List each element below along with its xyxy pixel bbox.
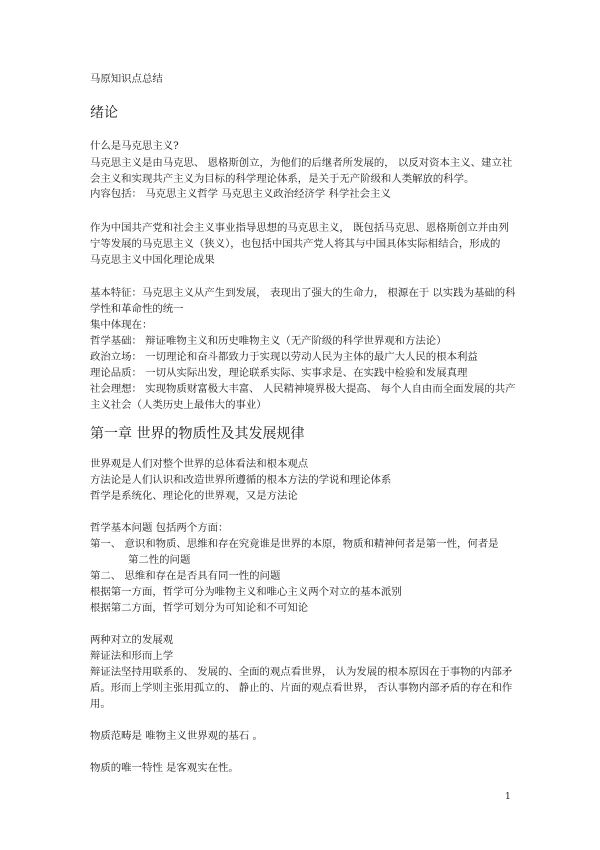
intro-definition-line-1: 马克思主义是由马克思、 恩格斯创立，为他们的后继者所发展的， 以反对资本主义、建立社 <box>90 157 513 169</box>
intro-political-stance: 政治立场： 一切理论和奋斗都致力于实现以劳动人民为主体的最广大人民的根本利益 <box>90 351 478 363</box>
chapter-1-heading: 第一章 世界的物质性及其发展规律 <box>90 426 305 442</box>
intro-feature-line-2: 学性和革命性的统一 <box>90 303 184 315</box>
ch1-by-second-aspect: 根据第二方面，哲学可划分为可知论和不可知论 <box>90 602 309 614</box>
ch1-methodology: 方法论是人们认识和改造世界所遵循的根本方法的学说和理论体系 <box>90 474 392 486</box>
intro-feature-line-1: 基本特征：马克思主义从产生到发展， 表现出了强大的生命力， 根源在于 以实践为基础的科 <box>90 287 516 299</box>
ch1-two-views: 两种对立的发展观 <box>90 634 174 646</box>
intro-question: 什么是马克思主义? <box>90 140 179 152</box>
ch1-dialectics-line-2: 盾。形而上学则主张用孤立的、 静止的、片面的观点看世界， 否认事物内部矛盾的存在和作 <box>90 682 513 694</box>
ch1-dialectics-line-3: 用。 <box>90 698 111 710</box>
ch1-dialectics-title: 辩证法和形而上学 <box>90 650 174 662</box>
ch1-first-aspect-line-1: 第一、 意识和物质、思维和存在究竟谁是世界的本原，物质和精神何者是第一性，何者是 <box>90 538 499 550</box>
intro-embody: 集中体现在： <box>90 319 153 331</box>
intro-social-ideal-line-2: 主义社会（人类历史上最伟大的事业） <box>90 399 267 411</box>
intro-social-ideal-line-1: 社会理想： 实现物质财富极大丰富、 人民精神境界极大提高、 每个人自由而全面发展的共产 <box>90 383 516 395</box>
intro-heading: 绪论 <box>90 105 118 121</box>
ch1-second-aspect: 第二、 思维和存在是否具有同一性的问题 <box>90 570 281 582</box>
ch1-worldview: 世界观是人们对整个世界的总体看法和根本观点 <box>90 458 309 470</box>
ch1-matter-property: 物质的唯一特性 是客观实在性。 <box>90 762 239 774</box>
intro-guide-line-1: 作为中国共产党和社会主义事业指导思想的马克思主义， 既包括马克思、恩格斯创立并由列 <box>90 222 509 234</box>
page-number: 1 <box>505 792 511 802</box>
ch1-by-first-aspect: 根据第一方面，哲学可分为唯物主义和唯心主义两个对立的基本派别 <box>90 586 402 598</box>
intro-definition-line-2: 会主义和实现共产主义为目标的科学理论体系，是关于无产阶级和人类解放的科学。 <box>90 173 475 185</box>
intro-content: 内容包括： 马克思主义哲学 马克思主义政治经济学 科学社会主义 <box>90 188 391 200</box>
intro-theory-quality: 理论品质： 一切从实际出发，理论联系实际、实事求是、在实践中检验和发展真理 <box>90 367 468 379</box>
document-title: 马原知识点总结 <box>90 73 163 85</box>
intro-guide-line-2: 宁等发展的马克思主义（狭义），也包括中国共产党人将其与中国具体实际相结合，形成的 <box>90 238 501 250</box>
ch1-philosophy: 哲学是系统化、理论化的世界观，又是方法论 <box>90 490 298 502</box>
ch1-matter-category: 物质范畴是 唯物主义世界观的基石 。 <box>90 730 263 742</box>
ch1-first-aspect-line-2: 第二性的问题 <box>128 554 191 566</box>
ch1-basic-question: 哲学基本问题 包括两个方面： <box>90 522 229 534</box>
ch1-dialectics-line-1: 辩证法坚持用联系的、 发展的、全面的观点看世界， 认为发展的根本原因在于事物的内部矛 <box>90 666 513 678</box>
intro-philosophy-basis: 哲学基础： 辩证唯物主义和历史唯物主义（无产阶级的科学世界观和方法论） <box>90 335 447 347</box>
intro-guide-line-3: 马克思主义中国化理论成果 <box>90 254 215 266</box>
